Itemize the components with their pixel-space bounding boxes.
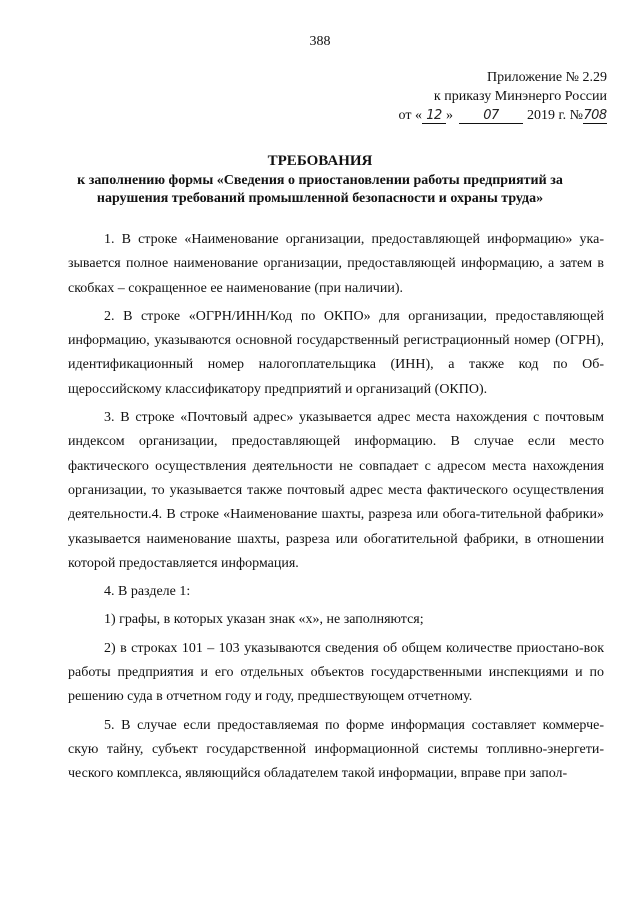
date-day: 12 (422, 108, 446, 124)
document-body (68, 228, 604, 791)
page-number: 388 (309, 34, 331, 49)
paragraph-5: 5. В случае если предоставляемая по форме информация составляет коммерче-скую тайну, субъект государственной информационной системы топливно-энергети-ческого комплекса, являющийся обладателем такой информации, вправе при запол- (68, 717, 604, 782)
paragraph-2: 2. В строке «ОГРН/ИНН/Код по ОКПО» для организации, предоставляющей информацию, указываются основной государственный регистрационный номер (ОГРН), идентификационный номер налогоплательщика (ИНН), а также код по Об-щероссийскому классификатору предприятий и организаций (ОКПО). (68, 308, 604, 397)
order-number: 708 (583, 108, 607, 123)
date-prefix: от « (398, 108, 422, 123)
document-heading (40, 152, 600, 208)
date-year-text: 2019 г. № (526, 108, 583, 123)
heading-title: ТРЕБОВАНИЯ (267, 153, 373, 169)
date-month: 07 (459, 108, 523, 124)
paragraph-4-1: 1) графы, в которых указан знак «х», не заполняются; (104, 612, 424, 628)
appendix-order-reference: к приказу Минэнерго России (433, 89, 607, 104)
paragraph-1: 1. В строке «Наименование организации, предоставляющей информацию» ука-зывается полное наименование организации, предоставляющей информацию, а затем в скобках – сокращенное ее наименование (при наличии). (68, 232, 604, 296)
paragraph-3: 3. В строке «Почтовый адрес» указывается адрес места нахождения с почтовым индексом организации, предоставляющей информацию. В случае если место фактического осуществления деятельности не совпадает с адресом места нахождения организации, то указывается также почтовый адрес места фактического осуществления деятельности.4. В строке «Наименование шахты, разреза или обога-тительной фабрики» указывается наименование шахты, разреза или обогатительной фабрики, в отношении которой предоставляется информация. (68, 410, 604, 571)
paragraph-4: 4. В разделе 1: (104, 584, 191, 600)
date-day-close: » (445, 108, 453, 123)
paragraph-4-2: 2) в строках 101 – 103 указываются сведения об общем количестве приостано-вок работы предприятия и его отдельных объектов государственными инспекциями и по решению суда в отчетном году и году, предшествующем отчетному. (68, 640, 604, 705)
appendix-date-line (399, 106, 607, 125)
appendix-title: Приложение № 2.29 (487, 70, 607, 85)
heading-subtitle: к заполнению формы «Сведения о приостановлении работы предприятий за нарушения требований промышленной безопасности и охраны труда» (77, 173, 563, 206)
appendix-block (399, 68, 607, 125)
